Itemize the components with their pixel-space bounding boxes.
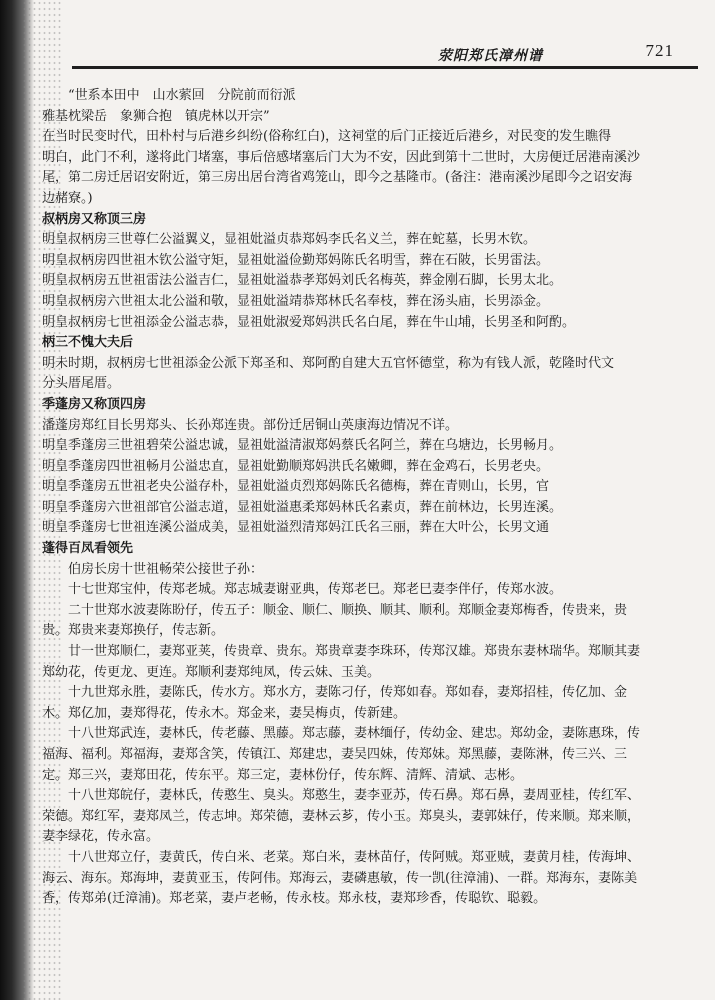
text-line: 福海、福利。郑福海，妻郑含笑，传镇江、郑建忠，妻吴四妹，传郑妹。郑黑藤，妻陈淋，传三兴、三 bbox=[42, 747, 628, 762]
text-line: 边赭寮。) bbox=[42, 190, 93, 206]
text-line: 十七世郑宝仲，传郑老城。郑志城妻谢亚典，传郑老巳。郑老巳妻李伴仔，传郑水波。 bbox=[68, 582, 563, 598]
text-line: 明皇叔柄房六世祖太北公溢和敬，显祖妣溢靖恭郑林氏名奉枝，葬在汤头庙，长男添金。 bbox=[42, 293, 550, 309]
text-line: “世系本田中 山水萦回 分院前而衍派 bbox=[68, 88, 296, 103]
text-line: 二十世郑水波妻陈盼仔，传五子：顺金、顺仁、顺换、顺其、顺利。郑顺金妻郑梅香，传贵来，贵 bbox=[68, 602, 628, 618]
text-line: 明皇季蓬房六世祖部官公溢志道，显祖妣溢惠柔郑妈林氏名素贞，葬在前林边，长男连溪。 bbox=[42, 499, 563, 515]
text-line: 十八世郑皖仔，妻林氏，传憨生、臭头。郑憨生，妻李亚苏，传石鼻。郑石鼻，妻周亚桂，传红军、 bbox=[68, 788, 641, 804]
text-line: 明皇季蓬房五世祖老央公溢存朴，显祖妣溢贞烈郑妈陈氏名德梅，葬在青则山，长男，官 bbox=[42, 479, 550, 495]
text-line: 香，传郑弟(迁漳浦)。郑老菜，妻卢老畅，传永枝。郑永枝，妻郑珍香，传聪钦、聪毅。 bbox=[42, 891, 547, 907]
text-line: 明皇叔柄房七世祖添金公溢志恭，显祖妣淑爱郑妈洪氏名白尾，葬在牛山埔，长男圣和阿酌。 bbox=[42, 314, 576, 330]
text-line: 郑幼花，传更龙、更连。郑顺利妻郑纯凤，传云妹、玉美。 bbox=[42, 664, 381, 680]
text-line: 贵。郑贵来妻郑换仔，传志新。 bbox=[42, 623, 225, 639]
text-line: 明未时期，叔柄房七世祖添金公派下郑圣和、郑阿酌自建大五官怀德堂，称为有钱人派，乾隆时代文 bbox=[42, 355, 615, 371]
text-line: 潘蓬房郑红目长男郑头、长孙郑连贵。部份迁居铜山英康海边情况不详。 bbox=[42, 417, 459, 433]
page-number: 721 bbox=[645, 41, 674, 60]
text-line: 尾，第二房迁居诏安附近，第三房出居台湾省鸡笼山，即今之基隆市。(备注：港南溪沙尾即今之诏安海 bbox=[42, 170, 633, 186]
text-line: 明皇叔柄房三世尊仁公溢翼义，显祖妣溢贞恭郑妈李氏名义兰，葬在蛇墓，长男木钦。 bbox=[42, 232, 537, 248]
header-rule bbox=[72, 66, 698, 69]
text-line: 明皇叔柄房五世祖雷法公溢吉仁，显祖妣溢恭孝郑妈刘氏名梅英，葬金刚石脚，长男太北。 bbox=[42, 273, 563, 289]
book-title: 荥阳郑氏漳州谱 bbox=[438, 48, 543, 64]
section-heading: 柄三不愧大夫后 bbox=[42, 335, 134, 351]
text-line: 木。郑亿加，妻郑得花，传永木。郑金来，妻吴梅贞，传新建。 bbox=[42, 705, 407, 721]
section-heading: 叔柄房又称顶三房 bbox=[42, 211, 147, 227]
text-line: 明皇叔柄房四世祖木钦公溢守矩，显祖妣溢俭勤郑妈陈氏名明雪，葬在石陂，长男雷法。 bbox=[42, 252, 550, 268]
text-line: 雅基枕梁岳 象狮合抱 镇虎林以开宗” bbox=[42, 108, 270, 124]
text-line: 明皇季蓬房七世祖连溪公溢成美，显祖妣溢烈清郑妈江氏名三丽，葬在大叶公，长男文通 bbox=[42, 520, 550, 536]
text-line: 海云、海东。郑海坤，妻黄亚玉，传阿伟。郑海云，妻磷惠敏，传一凯(往漳浦)、一群。郑海东，妻陈美 bbox=[42, 870, 638, 886]
body-text bbox=[42, 86, 678, 910]
section-heading: 季蓬房又称顶四房 bbox=[42, 396, 147, 412]
page-header bbox=[438, 41, 688, 65]
text-line: 在当时民变时代，田朴村与后港乡纠纷(俗称红白)，这祠堂的后门正接近后港乡，对民变的发生瞧得 bbox=[42, 129, 612, 145]
text-line: 荣德。郑红军，妻郑凤兰，传志坤。郑荣德，妻林云芗，传小玉。郑臭头，妻郭妹仔，传来顺。郑来顺， bbox=[42, 808, 641, 824]
text-line: 分头厝尾厝。 bbox=[42, 376, 121, 392]
text-line: 廿一世郑顺仁，妻郑亚荚，传贵章、贵东。郑贵章妻李珠环，传郑汉雄。郑贵东妻林瑞华。郑顺其妻 bbox=[68, 644, 641, 660]
text-line: 伯房长房十世祖畅荣公接世子孙： bbox=[68, 561, 264, 577]
text-line: 定。郑三兴，妻郑田花，传东平。郑三定，妻林份仔，传东辉、清辉、清斌、志彬。 bbox=[42, 767, 524, 783]
text-line: 十八世郑立仔，妻黄氏，传白米、老菜。郑白米，妻林苗仔，传阿贼。郑亚贼，妻黄月桂，传海坤、 bbox=[68, 849, 641, 865]
text-line: 妻李绿花，传永富。 bbox=[42, 829, 160, 845]
text-line: 明皇季蓬房三世祖碧荣公溢忠诚，显祖妣溢清淑郑妈蔡氏名阿兰，葬在乌塘边，长男畅月。 bbox=[42, 438, 563, 454]
text-line: 明皇季蓬房四世祖畅月公溢忠直，显祖妣勤顺郑妈洪氏名嫩卿，葬在金鸡石，长男老央。 bbox=[42, 458, 550, 474]
text-line: 十八世郑武连，妻林氏，传老藤、黑藤。郑志藤，妻林缅仔，传幼金、建忠。郑幼金，妻陈惠珠，传 bbox=[68, 726, 641, 742]
text-line: 十九世郑永胜，妻陈氏，传水方。郑水方，妻陈刁仔，传郑如春。郑如春，妻郑招桂，传亿加、金 bbox=[68, 685, 628, 701]
section-heading: 蓬得百凤看领先 bbox=[42, 541, 134, 557]
text-line: 明白，此门不利，遂将此门堵塞，事后倍感堵塞后门大为不安，因此到第十二世时，大房便迁居港南溪沙 bbox=[42, 149, 641, 165]
